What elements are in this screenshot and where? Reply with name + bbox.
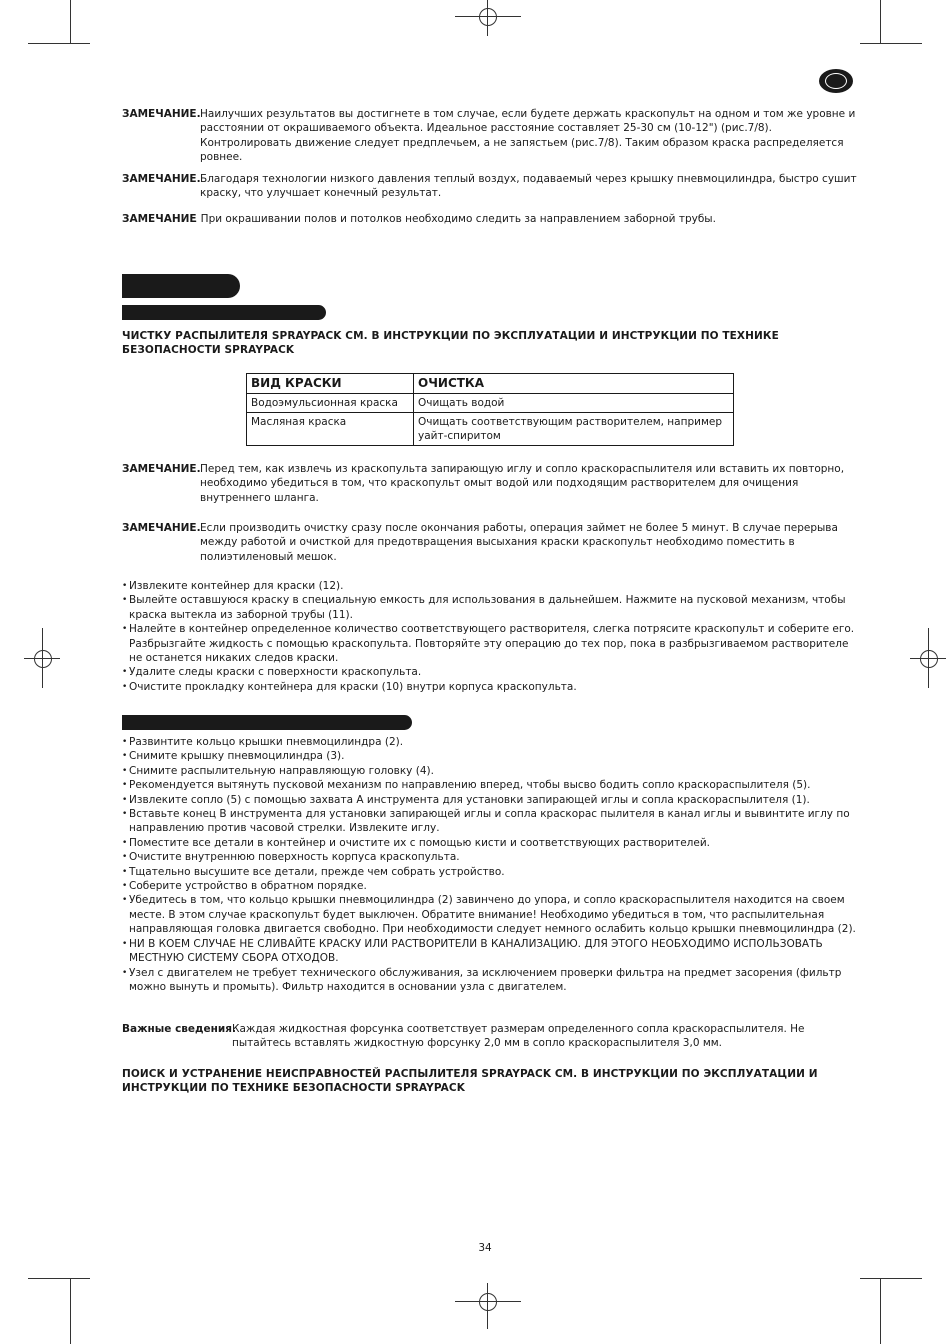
list-item: • Снимите распылительную направляющую головку (4). xyxy=(122,764,857,778)
table-header-row xyxy=(247,374,734,394)
table-row xyxy=(247,394,734,413)
table-cell: Очищать соответствующим растворителем, например уайт-спиритом xyxy=(414,413,734,446)
list-item: • Вставьте конец B инструмента для установки запирающей иглы и сопла краскорас пылителя в канал иглы и вывинтите иглу по направлению против часовой стрелки. Извлеките иглу. xyxy=(122,807,857,836)
note-text: Наилучших результатов вы достигнете в том случае, если будете держать краскопульт на одном и том же уровне и расстоянии от окрашиваемого объекта. Идеальное расстояние составляет 25-30 см (10-12") (рис.7/8). Контролировать движение следует предплечьем, а не запястьем (рис.7/8). Таким образом краска распределяется ровнее. xyxy=(200,108,856,164)
list-item: • Снимите крышку пневмоцилиндра (3). xyxy=(122,749,857,763)
list-item: • Рекомендуется вытянуть пусковой механизм по направлению вперед, чтобы высво бодить сопло краскораспылителя (5). xyxy=(122,778,857,792)
note-label: ЗАМЕЧАНИЕ. xyxy=(122,522,201,534)
note-block xyxy=(122,172,857,201)
cleaning-heading: ЧИСТКУ РАСПЫЛИТЕЛЯ SPRAYPACK СМ. В ИНСТРУКЦИИ ПО ЭКСПЛУАТАЦИИ И ИНСТРУКЦИИ ПО ТЕХНИКЕ БЕЗОПАСНОСТИ SPRAYPACK xyxy=(122,330,779,357)
list-item: • Налейте в контейнер определенное количество соответствующего растворителя, слегка потрясите краскопульт и соберите его. Разбрызгайте жидкость с помощью краскопульта. Повторяйте эту операцию до тех пор, пока в разбрызгиваемом растворителе не останется никаких следов краски. xyxy=(122,622,857,665)
registration-mark xyxy=(455,16,521,17)
list-item: • Очистите внутреннюю поверхность корпуса краскопульта. xyxy=(122,850,857,864)
note-label: ЗАМЕЧАНИЕ. xyxy=(122,463,201,475)
list-item: • Извлеките контейнер для краски (12). xyxy=(122,579,857,593)
crop-mark xyxy=(70,1278,71,1344)
list-item: • Вылейте оставшуюся краску в специальную емкость для использования в дальнейшем. Нажмите на пусковой механизм, чтобы краска вытекла из заборной трубы (11). xyxy=(122,593,857,622)
list-item: • Узел с двигателем не требует технического обслуживания, за исключением проверки фильтра на предмет засорения (фильтр можно вынуть и промыть). Фильтр находится в основании узла с двигателем. xyxy=(122,966,857,995)
important-label: Важные сведения. xyxy=(122,1023,236,1035)
cleaning-steps-list xyxy=(122,579,857,694)
table-cell: Водоэмульсионная краска xyxy=(247,394,414,413)
list-item: • НИ В КОЕМ СЛУЧАЕ НЕ СЛИВАЙТЕ КРАСКУ ИЛИ РАСТВОРИТЕЛИ В КАНАЛИЗАЦИЮ. ДЛЯ ЭТОГО НЕОБХОДИМО ИСПОЛЬЗОВАТЬ МЕСТНУЮ СИСТЕМУ СБОРА ОТХОДОВ. xyxy=(122,937,857,966)
page-number: 34 xyxy=(478,1242,492,1254)
note-text: Перед тем, как извлечь из краскопульта запирающую иглу и сопло краскораспылителя или вставить их повторно, необходимо убедиться в том, что краскопульт омыт водой или подходящим растворителем для очищения внутреннего шланга. xyxy=(200,463,845,504)
crop-mark xyxy=(70,0,71,44)
note-block xyxy=(122,212,857,226)
note-text: . При окрашивании полов и потолков необходимо следить за направлением заборной трубы. xyxy=(194,213,716,225)
crop-mark xyxy=(28,43,90,44)
note-block xyxy=(122,462,857,505)
registration-mark xyxy=(42,628,43,688)
note-text: Если производить очистку сразу после окончания работы, операция займет не более 5 минут. В случае перерыва между работой и очисткой для предотвращения высыхания краски краскопульт необходимо поместить в полиэтиленовый мешок. xyxy=(200,522,838,563)
list-item: • Тщательно высушите все детали, прежде чем собрать устройство. xyxy=(122,865,857,879)
table-row xyxy=(247,413,734,446)
list-item: • Поместите все детали в контейнер и очистите их с помощью кисти и соответствующих растворителей. xyxy=(122,836,857,850)
registration-mark xyxy=(920,650,938,668)
note-text: Благодаря технологии низкого давления теплый воздух, подаваемый через крышку пневмоцилиндра, быстро сушит краску, что улучшает конечный результат. xyxy=(200,173,857,200)
note-block xyxy=(122,521,857,564)
important-text: Каждая жидкостная форсунка соответствует размерам определенного сопла краскораспылителя. Не пытайтесь вставлять жидкостную форсунку 2,0 мм в сопло краскораспылителя 3,0 мм. xyxy=(232,1023,805,1050)
disassembly-steps-list xyxy=(122,735,857,994)
crop-mark xyxy=(860,43,922,44)
note-block xyxy=(122,107,857,165)
registration-mark xyxy=(34,650,52,668)
registration-mark xyxy=(455,1301,521,1302)
crop-mark xyxy=(860,1278,922,1279)
column-header: ОЧИСТКА xyxy=(414,374,734,394)
list-item: • Убедитесь в том, что кольцо крышки пневмоцилиндра (2) завинчено до упора, и сопло краскораспылителя находится на своем месте. В этом случае краскопульт будет выключен. Обратите внимание! Необходимо убедиться в том, что распылительная направляющая головка двигается свободно. При необходимости следует немного ослабить кольцо крышки пневмоцилиндра (2). xyxy=(122,893,857,936)
section-bar xyxy=(122,305,326,320)
note-label: ЗАМЕЧАНИЕ xyxy=(122,213,197,225)
table-cell: Масляная краска xyxy=(247,413,414,446)
paint-cleaning-table xyxy=(246,373,734,446)
list-item: • Извлеките сопло (5) с помощью захвата A инструмента для установки запирающей иглы и сопла краскораспылителя (1). xyxy=(122,793,857,807)
language-badge xyxy=(819,69,853,93)
list-item: • Соберите устройство в обратном порядке. xyxy=(122,879,857,893)
note-label: ЗАМЕЧАНИЕ. xyxy=(122,173,201,185)
note-label: ЗАМЕЧАНИЕ. xyxy=(122,108,201,120)
troubleshoot-heading: ПОИСК И УСТРАНЕНИЕ НЕИСПРАВНОСТЕЙ РАСПЫЛИТЕЛЯ SPRAYPACK СМ. В ИНСТРУКЦИИ ПО ЭКСПЛУАТАЦИИ И ИНСТРУКЦИИ ПО ТЕХНИКЕ БЕЗОПАСНОСТИ SPRAYPACK xyxy=(122,1068,818,1095)
crop-mark xyxy=(880,0,881,44)
section-bar xyxy=(122,274,240,298)
important-note xyxy=(122,1022,857,1051)
registration-mark xyxy=(479,8,497,26)
registration-mark xyxy=(928,628,929,688)
registration-mark xyxy=(487,1283,488,1329)
crop-mark xyxy=(880,1278,881,1344)
crop-mark xyxy=(28,1278,90,1279)
registration-mark xyxy=(479,1293,497,1311)
registration-mark xyxy=(487,0,488,36)
list-item: • Удалите следы краски с поверхности краскопульта. xyxy=(122,665,857,679)
section-bar xyxy=(122,715,412,730)
column-header: ВИД КРАСКИ xyxy=(247,374,414,394)
list-item: • Очистите прокладку контейнера для краски (10) внутри корпуса краскопульта. xyxy=(122,680,857,694)
table-cell: Очищать водой xyxy=(414,394,734,413)
list-item: • Развинтите кольцо крышки пневмоцилиндра (2). xyxy=(122,735,857,749)
